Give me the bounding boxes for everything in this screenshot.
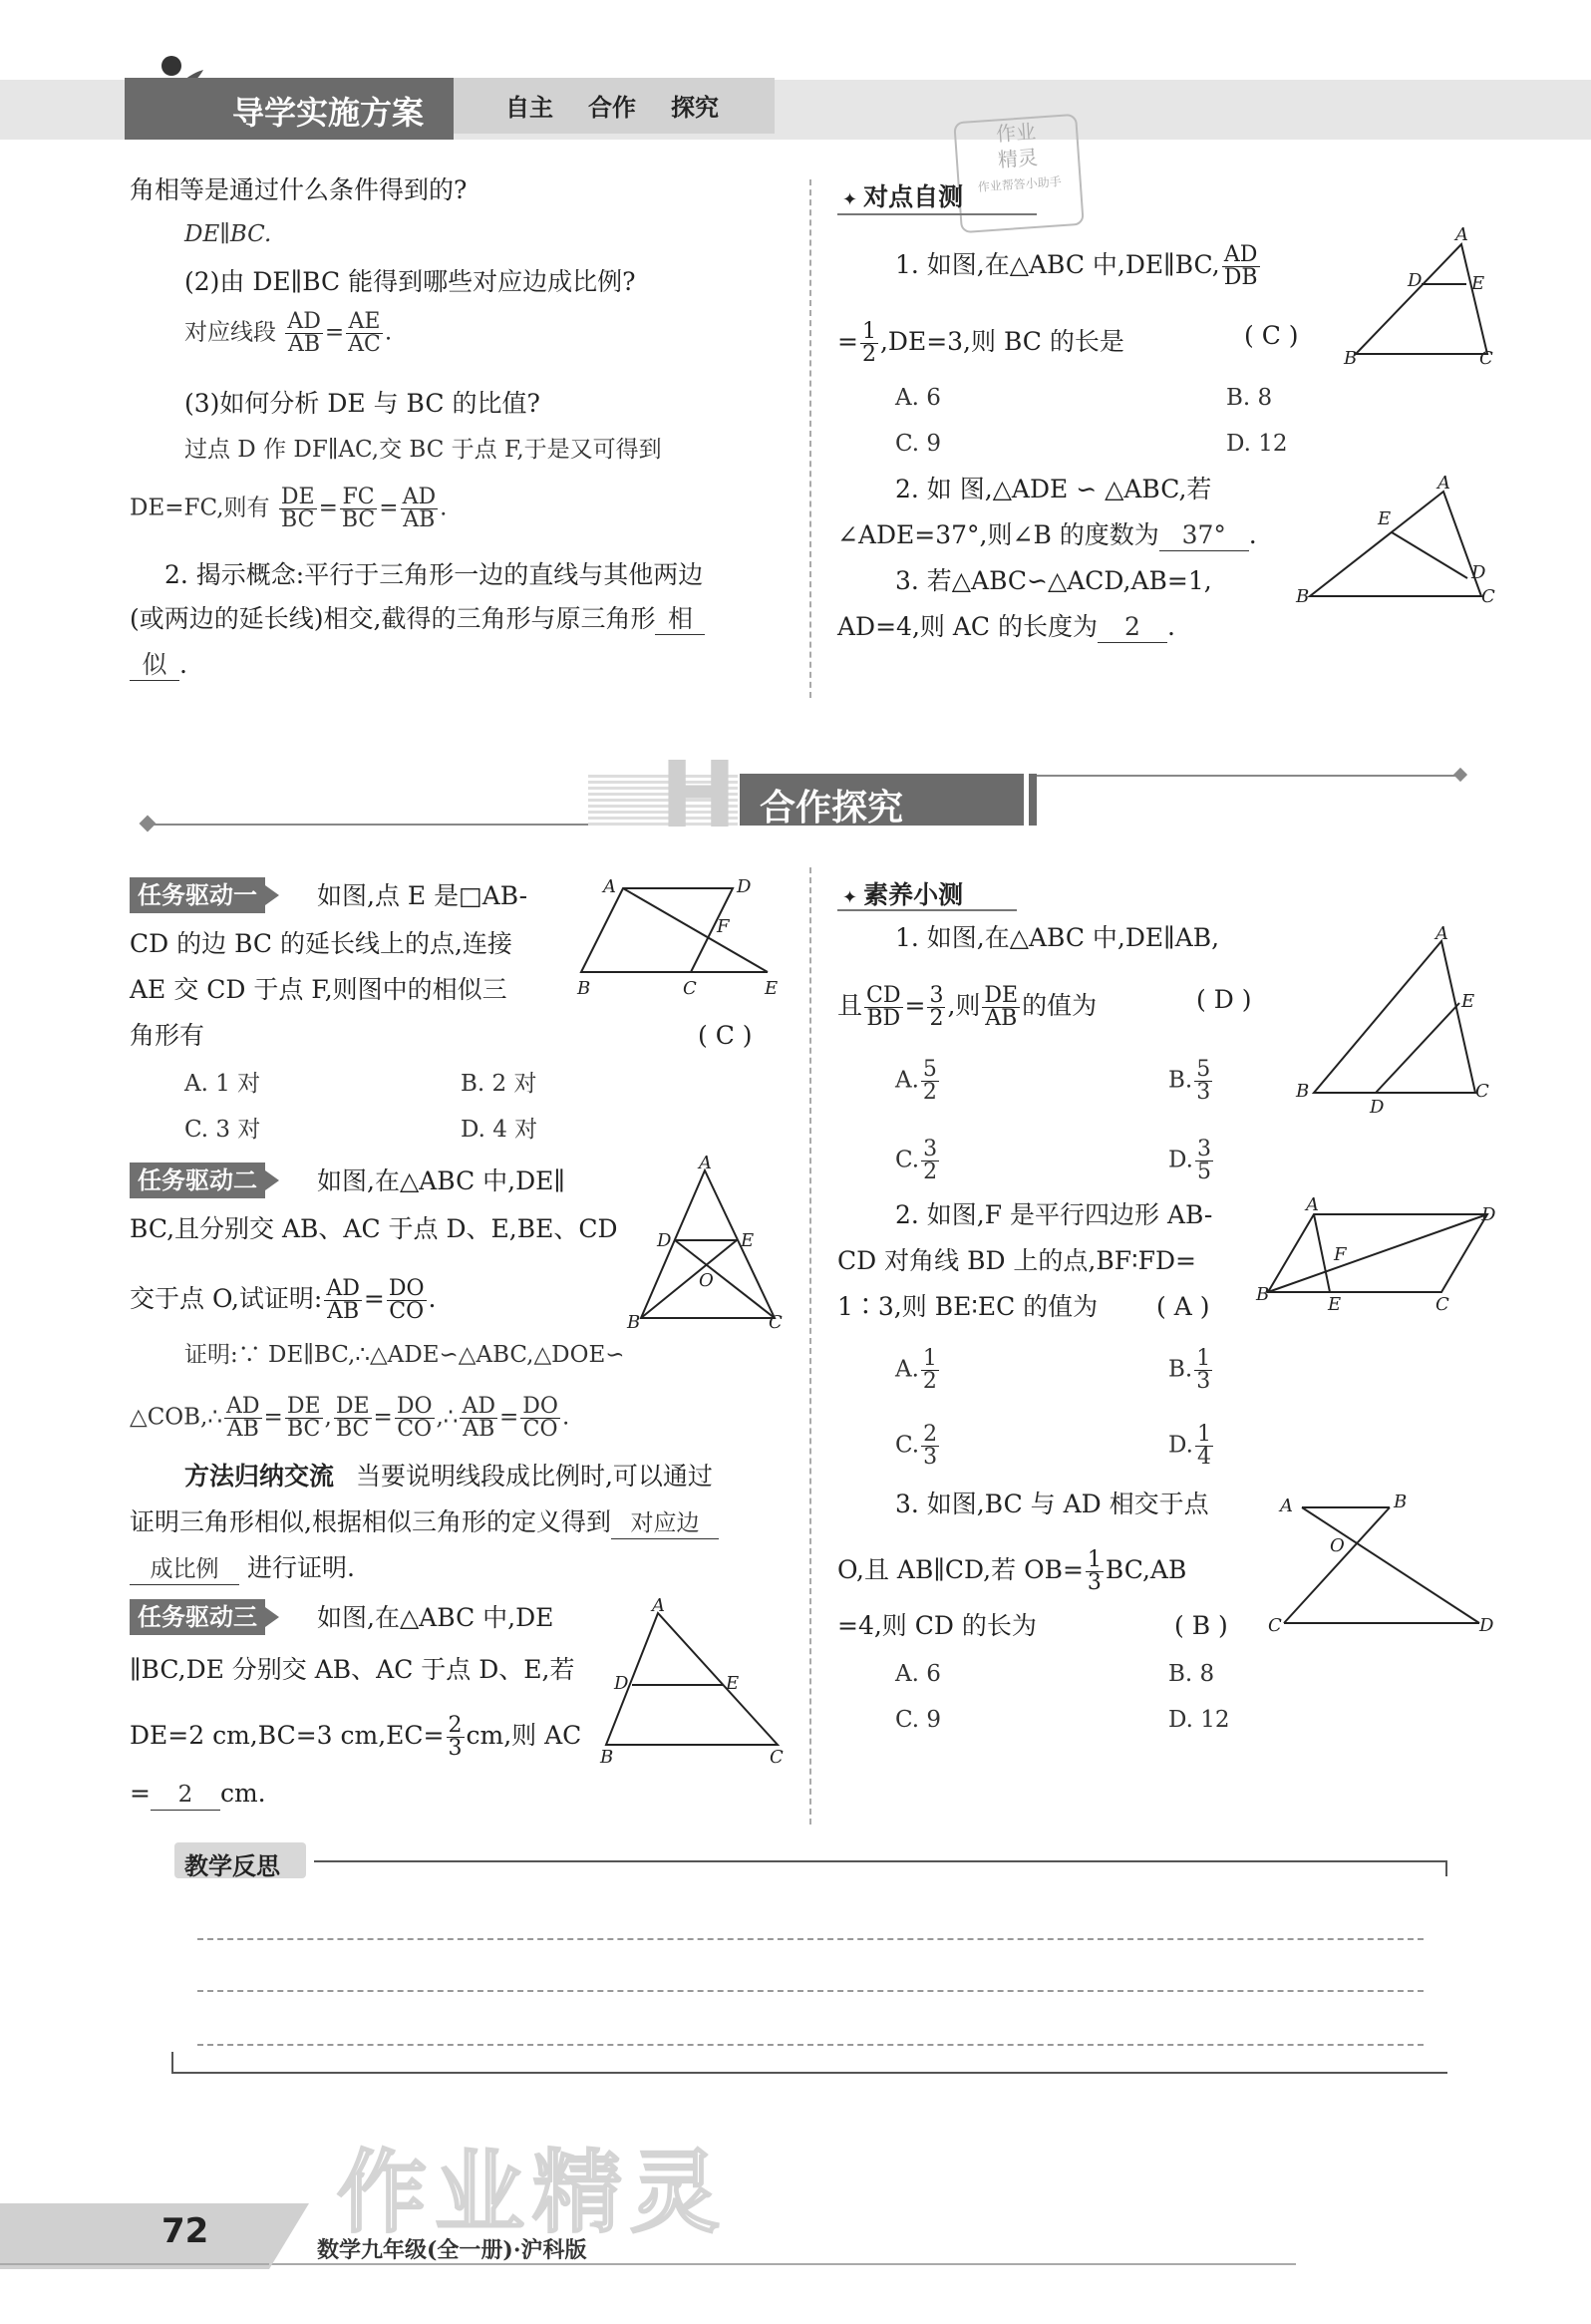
label-c: C (683, 978, 697, 999)
lit-q2-answer: ( A ) (1156, 1292, 1210, 1321)
frac-den: 3 (1196, 1369, 1211, 1394)
frac-den: AB (463, 1417, 495, 1442)
method-line3 (130, 1553, 355, 1585)
opt-label: A. (895, 1356, 919, 1383)
lit-q1-opt-a (895, 1059, 941, 1104)
section-letter: H (660, 742, 737, 848)
label-d: D (1471, 562, 1486, 583)
reflection-top-rule (314, 1860, 1445, 1862)
triangle-abc (606, 1613, 778, 1745)
st-q1-opt-a: A. 6 (895, 385, 941, 411)
reflection-line-1 (197, 1938, 1424, 1940)
frac-den: 2 (929, 1006, 944, 1031)
label-a: A (699, 1153, 712, 1173)
task3-line1: 如图,在△ABC 中,DE (317, 1603, 554, 1632)
frac-den: 2 (922, 1369, 937, 1394)
st-q3-line2: AD=4,则 AC 的长度为 2 . (837, 612, 1175, 641)
task3-frac (447, 1715, 465, 1760)
task2-figure (623, 1153, 802, 1336)
frac-num: 5 (1196, 1057, 1211, 1082)
st-q2-line2: ∠ADE=37°,则∠B 的度数为 37° . (837, 520, 1257, 549)
opt-frac (921, 1424, 939, 1469)
task2-frac-2 (387, 1278, 427, 1323)
label-b: B (600, 1747, 614, 1768)
proof2-text: △COB,∴ (130, 1404, 222, 1431)
frac-den: DB (1223, 265, 1258, 290)
triangle-abc (1356, 244, 1487, 354)
column-divider-bottom (809, 867, 811, 1825)
lit-q2-line3: 1∶3,则 BE∶EC 的值为 (837, 1292, 1099, 1321)
frac-num: DE (335, 1394, 370, 1419)
lit-q3-b: BC,AB (1105, 1555, 1187, 1584)
reflection-bottom-tick (171, 2052, 173, 2072)
st-q1-line1 (895, 244, 1262, 289)
label-c: C (770, 1747, 784, 1768)
method-line1-text: 当要说明线段成比例时,可以通过 (355, 1462, 713, 1491)
section-rule-right-dot (1453, 768, 1467, 782)
concept-line2 (130, 604, 705, 635)
opt-label: D. (1168, 1432, 1193, 1459)
frac-num: DO (522, 1394, 558, 1419)
label-b: B (1256, 1284, 1270, 1305)
lit-q2-opt-a (895, 1348, 941, 1393)
concept-blank-1: 相 (655, 604, 705, 635)
label-d: D (737, 876, 752, 897)
frac-num: AD (402, 485, 437, 509)
frac-num: 3 (929, 983, 944, 1008)
st-q2-text: ∠ADE=37°,则∠B 的度数为 (837, 520, 1159, 549)
frac-num: 1 (861, 319, 876, 344)
column-divider-top (809, 179, 811, 698)
task1-line4: 角形有 (130, 1021, 205, 1050)
lit-q2-line1: 2. 如图,F 是平行四边形 AB- (895, 1200, 1213, 1229)
frac-num: AD (326, 1276, 360, 1301)
label-b: B (1394, 1492, 1408, 1512)
opt-frac (921, 1059, 939, 1104)
segment-ad (1302, 1507, 1479, 1623)
task3-line2: ∥BC,DE 分别交 AB、AC 于点 D、E,若 (130, 1655, 575, 1684)
page-number: 72 (161, 2211, 209, 2251)
label-b: B (627, 1312, 641, 1333)
proof-frac-4 (395, 1396, 435, 1441)
opt-frac (1195, 1424, 1213, 1469)
lit-q1-figure (1290, 923, 1499, 1118)
frac-den: 3 (1087, 1570, 1102, 1595)
ans3-frac-2 (340, 487, 377, 531)
concept-line2-text: (或两边的延长线)相交,截得的三角形与原三角形 (130, 604, 656, 633)
task1-opt-d: D. 4 对 (461, 1117, 538, 1143)
st-q1-opt-d: D. 12 (1226, 431, 1288, 457)
triangle-abc (1314, 941, 1475, 1093)
opt-label: A. (895, 1067, 919, 1094)
label-d: D (1479, 1615, 1494, 1636)
lit-q2-opt-c (895, 1424, 941, 1469)
frac-num: AD (287, 309, 321, 334)
footer-book: 数学九年级(全一册)·沪科版 (317, 2237, 587, 2263)
section-title: 合作探究 (760, 788, 904, 829)
lit-q3-line2 (837, 1549, 1186, 1594)
proof-frac-1 (224, 1396, 262, 1441)
task3-line4-a: = (130, 1779, 151, 1808)
lit-q1-line1: 1. 如图,在△ABC 中,DE∥AB, (895, 923, 1220, 952)
header-tab-2: 合作 (588, 94, 636, 122)
task2-line3: 交于点 O,试证明: $\frac{AD}{AB}$ = $\frac{DO}{CO}$ . (130, 1276, 437, 1324)
frac-den: 2 (923, 1160, 938, 1184)
label-a: A (1306, 1194, 1319, 1215)
proof-frac-2 (285, 1396, 323, 1441)
left-top-q3: (3)如何分析 DE 与 BC 的比值? (184, 389, 540, 418)
frac-den: AB (327, 1299, 360, 1324)
method-blank-2: 成比例 (130, 1554, 239, 1585)
lit-q1-frac-2 (927, 985, 945, 1030)
header-tab-3: 探究 (671, 94, 719, 122)
reflection-label: 教学反思 (184, 1852, 280, 1880)
lit-q3-opt-c: C. 9 (895, 1707, 942, 1733)
lit-q3-frac (1086, 1549, 1104, 1594)
parallelogram-abcd (581, 888, 733, 972)
frac-den: AB (288, 332, 321, 357)
label-b: B (1344, 348, 1358, 369)
opt-label: C. (895, 1147, 920, 1173)
opt-frac (921, 1348, 939, 1393)
label-e: E (1378, 508, 1392, 529)
frac-den: AB (403, 507, 436, 532)
header-title-box (125, 78, 454, 140)
frac-num: 3 (923, 1137, 938, 1162)
st-q1-mid: ,DE=3,则 BC 的长是 (879, 327, 1124, 356)
task1-opt-b: B. 2 对 (461, 1071, 537, 1097)
lit-q3-answer: ( B ) (1174, 1611, 1228, 1640)
st-q3-blank: 2 (1098, 612, 1167, 643)
left-top-ans1: DE∥BC. (184, 221, 272, 247)
frac-den: BC (281, 507, 315, 532)
label-o: O (699, 1270, 714, 1291)
task3-blank: 2 (151, 1780, 220, 1811)
left-top-ans2: 对应线段 $\frac{AD}{AB}$ = $\frac{AE}{AC}$ . (184, 309, 393, 357)
section-title-edge (1029, 774, 1037, 826)
label-c: C (1481, 586, 1495, 607)
opt-frac (1194, 1348, 1212, 1393)
frac-num: 1 (1196, 1346, 1211, 1371)
lit-q1-line2: 且 $\frac{CD}{BD}$ = $\frac{3}{2}$ ,则 $\frac{DE}{AB}$ 的值为 (837, 983, 1098, 1031)
opt-label: D. (1168, 1147, 1193, 1173)
st-q1-answer: ( C ) (1244, 321, 1299, 350)
ans3-frac-1 (279, 487, 317, 531)
task2-line1: 如图,在△ABC 中,DE∥ (317, 1166, 565, 1195)
concept-line1: 2. 揭示概念:平行于三角形一边的直线与其他两边 (164, 560, 704, 589)
ans2-frac-1 (285, 311, 323, 356)
footer-band-tip (269, 2203, 309, 2269)
task1-line2: CD 的边 BC 的延长线上的点,连接 (130, 929, 512, 958)
task1-line3: AE 交 CD 于点 F,则图中的相似三 (130, 975, 507, 1004)
frac-num: AE (346, 311, 383, 334)
frac-num: DO (396, 1394, 433, 1419)
task2-frac-1 (324, 1278, 362, 1323)
label-f: F (717, 916, 730, 937)
lit-q2-opt-b (1168, 1348, 1214, 1393)
task3-line3-a: DE=2 cm,BC=3 cm,EC= (130, 1721, 445, 1750)
method-line3-text: 进行证明. (246, 1553, 355, 1582)
st-q3-text: AD=4,则 AC 的长度为 (837, 612, 1098, 641)
frac-num: 3 (1196, 1137, 1211, 1162)
label-e: E (1461, 991, 1475, 1012)
section-rule-right (1037, 775, 1455, 777)
watermark: 作业精灵 (337, 2141, 728, 2245)
segment-de (1376, 1003, 1459, 1093)
method-line1 (184, 1462, 713, 1492)
proof-frac-3 (334, 1396, 372, 1441)
task1-opt-a: A. 1 对 (184, 1071, 261, 1097)
frac-den: 3 (1196, 1080, 1211, 1105)
lit-q3-opt-a: A. 6 (895, 1661, 941, 1687)
label-d: D (657, 1230, 672, 1251)
label-d: D (1408, 270, 1423, 291)
frac-num: 2 (923, 1422, 938, 1447)
left-top-ans3-line2: DE=FC,则有 $\frac{DE}{BC}$ = $\frac{FC}{BC}$ = $\frac{AD}{AB}$ . (130, 485, 448, 532)
frac-num: 1 (1087, 1547, 1102, 1572)
st-q1-text: 1. 如图,在△ABC 中,DE∥BC, (895, 250, 1220, 279)
frac-den: 3 (923, 1445, 938, 1470)
task1-badge: 任务驱动一 (130, 877, 265, 913)
label-e: E (741, 1230, 755, 1251)
label-e: E (1471, 273, 1485, 294)
lit-q1-answer: ( D ) (1196, 985, 1252, 1014)
frac-den: BC (286, 1417, 321, 1442)
task3-line4 (130, 1779, 266, 1811)
ans2-prefix: 对应线段 (184, 319, 276, 346)
frac-num: DE (280, 485, 315, 509)
lit-q1-opt-b (1168, 1059, 1214, 1104)
frac-den: CO (522, 1417, 558, 1442)
lit-q2-opt-d (1168, 1424, 1215, 1469)
frac-num: 5 (922, 1057, 937, 1082)
label-e: E (765, 978, 779, 999)
method-blank-1: 对应边 (611, 1508, 719, 1539)
task2-proof2: △COB,∴ $\frac{AD}{AB}$ = $\frac{DE}{BC}$ , $\frac{DE}{BC}$ = $\frac{DO}{CO}$ ,∴ $\frac{AD}{AB}$ = $\frac{DO}{CO}$ . (130, 1394, 570, 1442)
method-line2 (130, 1507, 719, 1539)
segment-ed (1392, 532, 1467, 578)
opt-frac (921, 1139, 939, 1183)
lit-q3-a: O,且 AB∥CD,若 OB= (837, 1555, 1084, 1584)
self-test-underline (837, 213, 1037, 215)
opt-label: B. (1168, 1067, 1193, 1094)
label-c: C (1475, 1081, 1489, 1102)
task2-badge: 任务驱动二 (130, 1162, 265, 1198)
section-rule-left-dot (140, 816, 157, 832)
lit-q1-c: 的值为 (1022, 991, 1098, 1020)
label-a: A (603, 876, 616, 897)
proof-frac-5 (460, 1396, 497, 1441)
proof-frac-6 (520, 1396, 560, 1441)
frac-num: DE (286, 1394, 321, 1419)
reflection-line-3 (197, 2044, 1424, 2046)
task3-figure (596, 1597, 796, 1767)
frac-num: DE (984, 983, 1019, 1008)
task3-line3 (130, 1715, 581, 1760)
frac-num: AD (462, 1394, 495, 1419)
task2-proof1: 证明:∵ DE∥BC,∴△ADE∽△ABC,△DOE∽ (184, 1342, 625, 1368)
header-title: 导学实施方案 (232, 94, 425, 132)
lit-q2-line2: CD 对角线 BD 上的点,BF∶FD= (837, 1246, 1196, 1275)
frac-num: FC (340, 487, 377, 509)
task2-line2: BC,且分别交 AB、AC 于点 D、E,BE、CD (130, 1214, 618, 1243)
frac-den: 2 (861, 342, 876, 367)
frac-num: 1 (1196, 1422, 1211, 1447)
left-top-q2: (2)由 DE∥BC 能得到哪些对应边成比例? (184, 267, 636, 296)
label-c: C (1268, 1615, 1282, 1636)
st-q3-line1: 3. 若△ABC∽△ACD,AB=1, (895, 566, 1212, 595)
task3-line4-b: cm. (219, 1779, 266, 1808)
footer-rule (0, 2263, 1296, 2265)
frac-den: AB (226, 1417, 259, 1442)
st-q2-line1: 2. 如 图,△ADE ∽ △ABC,若 (895, 475, 1212, 503)
frac-den: 4 (1196, 1445, 1211, 1470)
reflection-top-tick (1445, 1860, 1447, 1876)
frac-den: BD (866, 1006, 901, 1031)
frac-num: CD (866, 983, 901, 1008)
section-title-box (740, 774, 1024, 829)
label-d: D (1370, 1097, 1385, 1118)
lit-q1-frac-1 (864, 985, 902, 1030)
label-a: A (1437, 473, 1450, 494)
lit-q1-opt-d (1168, 1139, 1215, 1183)
st-q1-opt-c: C. 9 (895, 431, 942, 457)
lit-q3-line1: 3. 如图,BC 与 AD 相交于点 (895, 1490, 1209, 1518)
task1-opt-c: C. 3 对 (184, 1117, 261, 1143)
frac-den: AB (985, 1006, 1018, 1031)
footer-band (0, 2203, 269, 2269)
label-c: C (1435, 1294, 1449, 1315)
label-b: B (1296, 1081, 1310, 1102)
lit-q2-figure (1256, 1194, 1499, 1316)
st-q2-figure (1292, 473, 1501, 607)
reflection-line-2 (197, 1990, 1424, 1992)
label-a: A (1435, 923, 1448, 944)
concept-blank-2: 似 (130, 650, 179, 681)
lit-q3-figure (1266, 1486, 1495, 1645)
label-a: A (1455, 224, 1468, 245)
frac-num: DO (388, 1276, 425, 1301)
literacy-underline (837, 909, 1017, 911)
reflection-bottom-rule (171, 2072, 1447, 2074)
label-b: B (1296, 586, 1310, 607)
lit-q1-a: 且 (837, 991, 863, 1020)
left-top-line1: 角相等是通过什么条件得到的? (130, 175, 468, 204)
task1-figure (573, 872, 793, 1002)
frac-num: 1 (922, 1346, 937, 1371)
lit-q1-b: ,则 (947, 991, 981, 1020)
label-c: C (769, 1312, 783, 1333)
label-a: A (1280, 1495, 1293, 1516)
label-d: D (614, 1673, 629, 1694)
task1-answer: ( C ) (698, 1021, 753, 1050)
frac-den: BC (341, 507, 376, 532)
reflection-label-box (174, 1842, 306, 1878)
st-q1-half (860, 321, 878, 366)
label-f: F (1334, 1244, 1347, 1265)
st-q1-opt-b: B. 8 (1226, 385, 1273, 411)
label-d: D (1481, 1204, 1496, 1225)
concept-line3: 似 . (130, 650, 187, 681)
st-q1-figure (1336, 224, 1495, 369)
label-o: O (1330, 1535, 1345, 1556)
label-b: B (577, 978, 591, 999)
left-top-ans3-line1: 过点 D 作 DF∥AC,交 BC 于点 F,于是又可得到 (184, 437, 662, 463)
opt-label: B. (1168, 1356, 1193, 1383)
self-test-tag: ✦ 对点自测 (842, 177, 963, 213)
lit-q1-opt-c (895, 1139, 941, 1183)
frac-den: 5 (1196, 1160, 1211, 1184)
frac-num: 2 (448, 1713, 463, 1738)
frac-den: AC (348, 332, 381, 357)
ans3-frac-3 (401, 487, 439, 531)
st-q1-line2: = $\frac{1}{2}$ ,DE=3,则 BC 的长是 (837, 319, 1124, 367)
frac-den: BC (335, 1417, 370, 1442)
lit-q1-frac-3 (982, 985, 1020, 1030)
lit-q3-line3: =4,则 CD 的长为 (837, 1611, 1037, 1640)
triangle-abc (1310, 492, 1481, 596)
label-e: E (726, 1673, 740, 1694)
method-line2-text: 证明三角形相似,根据相似三角形的定义得到 (130, 1507, 611, 1536)
stamp-line-2: 精灵 (997, 145, 1039, 172)
opt-frac (1194, 1059, 1212, 1104)
stamp (953, 114, 1085, 233)
stamp-line-3: 作业帮答小助手 (977, 174, 1063, 194)
st-q1-frac (1222, 244, 1260, 289)
ans3-prefix: DE=FC,则有 (130, 495, 270, 521)
task1-line1: 如图,点 E 是□AB- (317, 881, 528, 910)
task2-line3-text: 交于点 O,试证明: (130, 1284, 323, 1313)
literacy-tag: ✦ 素养小测 (842, 875, 963, 911)
st-q2-blank: 37° (1159, 520, 1249, 551)
segment-bc (1284, 1507, 1390, 1623)
frac-num: AD (226, 1394, 260, 1419)
frac-num: AD (1222, 244, 1260, 267)
segment-ae (1314, 1214, 1330, 1292)
opt-frac (1195, 1139, 1213, 1183)
stamp-line-1: 作业 (995, 119, 1037, 147)
header-tab-1: 自主 (505, 94, 553, 122)
method-label: 方法归纳交流 (184, 1462, 335, 1491)
label-c: C (1479, 348, 1493, 369)
diagonal-bd (1268, 1214, 1487, 1292)
frac-den: 3 (448, 1736, 463, 1761)
frac-den: 2 (922, 1080, 937, 1105)
header-tabs (454, 78, 775, 134)
task3-badge: 任务驱动三 (130, 1599, 265, 1635)
label-a: A (652, 1595, 665, 1616)
segment-ae (623, 888, 768, 972)
frac-den: CO (397, 1417, 433, 1442)
label-e: E (1328, 1294, 1342, 1315)
lit-q3-opt-b: B. 8 (1168, 1661, 1215, 1687)
lit-q3-opt-d: D. 12 (1168, 1707, 1230, 1733)
opt-label: C. (895, 1432, 920, 1459)
frac-den: CO (389, 1299, 425, 1324)
task3-line3-b: cm,则 AC (466, 1721, 582, 1750)
ans2-frac-2 (346, 311, 383, 356)
